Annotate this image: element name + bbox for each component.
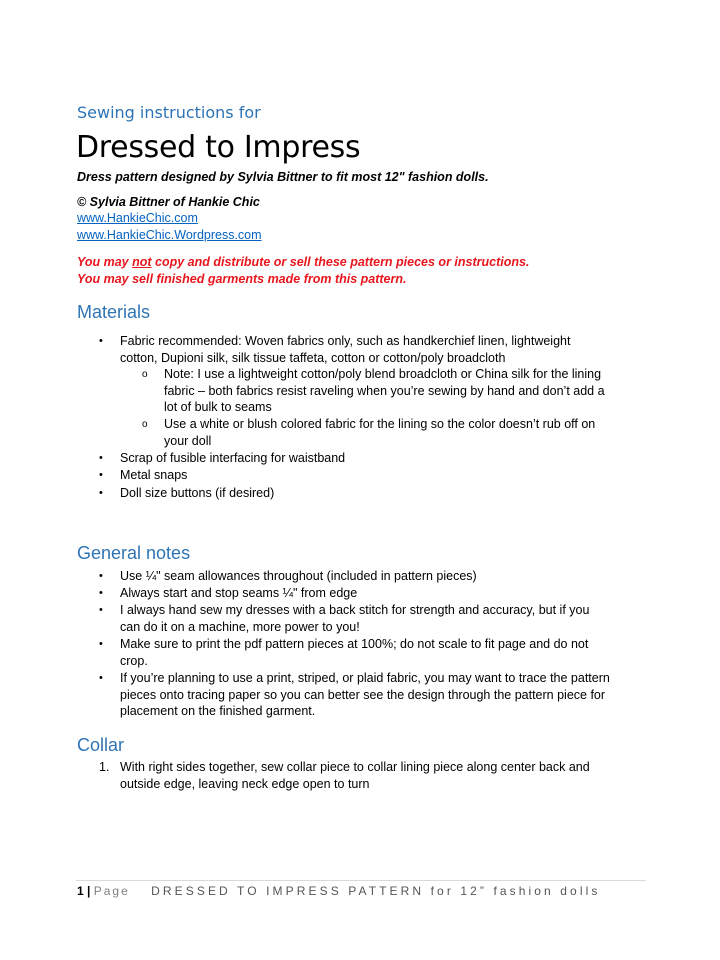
bullet-icon: • bbox=[99, 452, 103, 464]
website-link[interactable]: www.HankieChic.com bbox=[77, 211, 198, 225]
bullet-icon: • bbox=[99, 487, 103, 499]
materials-subitem-note-line3: lot of bulk to seams bbox=[164, 400, 272, 414]
page-label: Page bbox=[93, 884, 130, 898]
general-notes-item-print-line2: crop. bbox=[120, 653, 148, 668]
copy-warning-emphasis: not bbox=[132, 255, 152, 269]
step-number: 1. bbox=[99, 760, 110, 774]
bullet-icon: • bbox=[99, 604, 103, 616]
materials-item-fabric-line2: cotton, Dupioni silk, silk tissue taffeta, cotton or cotton/poly broadcloth bbox=[120, 350, 506, 365]
blog-link[interactable]: www.HankieChic.Wordpress.com bbox=[77, 228, 262, 242]
bullet-icon: • bbox=[99, 672, 103, 684]
page-number: 1 bbox=[77, 884, 84, 898]
collar-step-1-line2: outside edge, leaving neck edge open to turn bbox=[120, 776, 370, 791]
materials-item-interfacing: Scrap of fusible interfacing for waistband bbox=[120, 451, 346, 465]
bullet-icon: • bbox=[99, 469, 103, 481]
general-notes-heading: General notes bbox=[77, 543, 191, 563]
general-notes-item-hand-sew-line1: I always hand sew my dresses with a back stitch for strength and accuracy, but if you bbox=[120, 603, 590, 617]
sub-bullet-icon: o bbox=[142, 419, 148, 430]
bullet-icon: • bbox=[99, 570, 103, 582]
materials-subitem-note-line1: Note: I use a lightweight cotton/poly blend broadcloth or China silk for the lining bbox=[164, 367, 602, 381]
materials-subitem-note bbox=[164, 366, 605, 416]
document-subtitle: Sewing instructions for bbox=[77, 103, 261, 122]
collar-heading: Collar bbox=[77, 735, 125, 755]
materials-subitem-lining-line2: your doll bbox=[164, 433, 212, 448]
general-notes-item-seam-allowance: Use ¼" seam allowances throughout (included in pattern pieces) bbox=[120, 569, 477, 583]
page-footer bbox=[77, 884, 600, 898]
materials-subitem-lining bbox=[164, 416, 595, 449]
footer-document-title: DRESSED TO IMPRESS PATTERN for 12” fashion dolls bbox=[151, 884, 601, 898]
general-notes-item-trace bbox=[120, 670, 610, 720]
materials-subitem-note-line2: fabric – both fabrics resist raveling when you’re sewing by hand and don’t add a bbox=[164, 383, 605, 398]
general-notes-item-trace-line2: pieces onto tracing paper so you can better see the design through the pattern piece for bbox=[120, 687, 606, 702]
sub-bullet-icon: o bbox=[142, 369, 148, 380]
general-notes-item-trace-line3: placement on the finished garment. bbox=[120, 704, 316, 718]
materials-heading: Materials bbox=[77, 302, 151, 322]
copy-warning bbox=[77, 255, 529, 269]
copy-warning-before: You may bbox=[77, 255, 133, 269]
document-title: Dressed to Impress bbox=[76, 130, 361, 165]
general-notes-item-trace-line1: If you’re planning to use a print, striped, or plaid fabric, you may want to trace the pattern bbox=[120, 671, 610, 685]
collar-step-1 bbox=[120, 759, 590, 792]
footer-separator: | bbox=[87, 884, 91, 898]
bullet-icon: • bbox=[99, 638, 103, 650]
materials-subitem-lining-line1: Use a white or blush colored fabric for the lining so the color doesn’t rub off on bbox=[164, 417, 596, 431]
general-notes-item-hand-sew-line2: can do it on a machine, more power to you! bbox=[120, 619, 360, 634]
copyright-notice: © Sylvia Bittner of Hankie Chic bbox=[77, 195, 260, 209]
bullet-icon: • bbox=[99, 335, 103, 347]
materials-item-buttons: Doll size buttons (if desired) bbox=[120, 486, 275, 500]
copy-warning-after: copy and distribute or sell these pattern pieces or instructions. bbox=[151, 255, 530, 269]
general-notes-item-seams: Always start and stop seams ¼" from edge bbox=[120, 586, 358, 600]
bullet-icon: • bbox=[99, 587, 103, 599]
collar-step-1-line1: With right sides together, sew collar piece to collar lining piece along center back and bbox=[120, 760, 590, 774]
document-tagline: Dress pattern designed by Sylvia Bittner to fit most 12" fashion dolls. bbox=[77, 170, 489, 184]
general-notes-item-print bbox=[120, 636, 588, 669]
sell-notice: You may sell finished garments made from this pattern. bbox=[77, 272, 407, 286]
footer-divider bbox=[76, 880, 646, 881]
materials-item-fabric bbox=[120, 333, 570, 366]
general-notes-item-print-line1: Make sure to print the pdf pattern pieces at 100%; do not scale to fit page and do not bbox=[120, 637, 589, 651]
materials-item-snaps: Metal snaps bbox=[120, 468, 188, 482]
materials-item-fabric-line1: Fabric recommended: Woven fabrics only, such as handkerchief linen, lightweight bbox=[120, 334, 571, 348]
general-notes-item-hand-sew bbox=[120, 602, 589, 635]
